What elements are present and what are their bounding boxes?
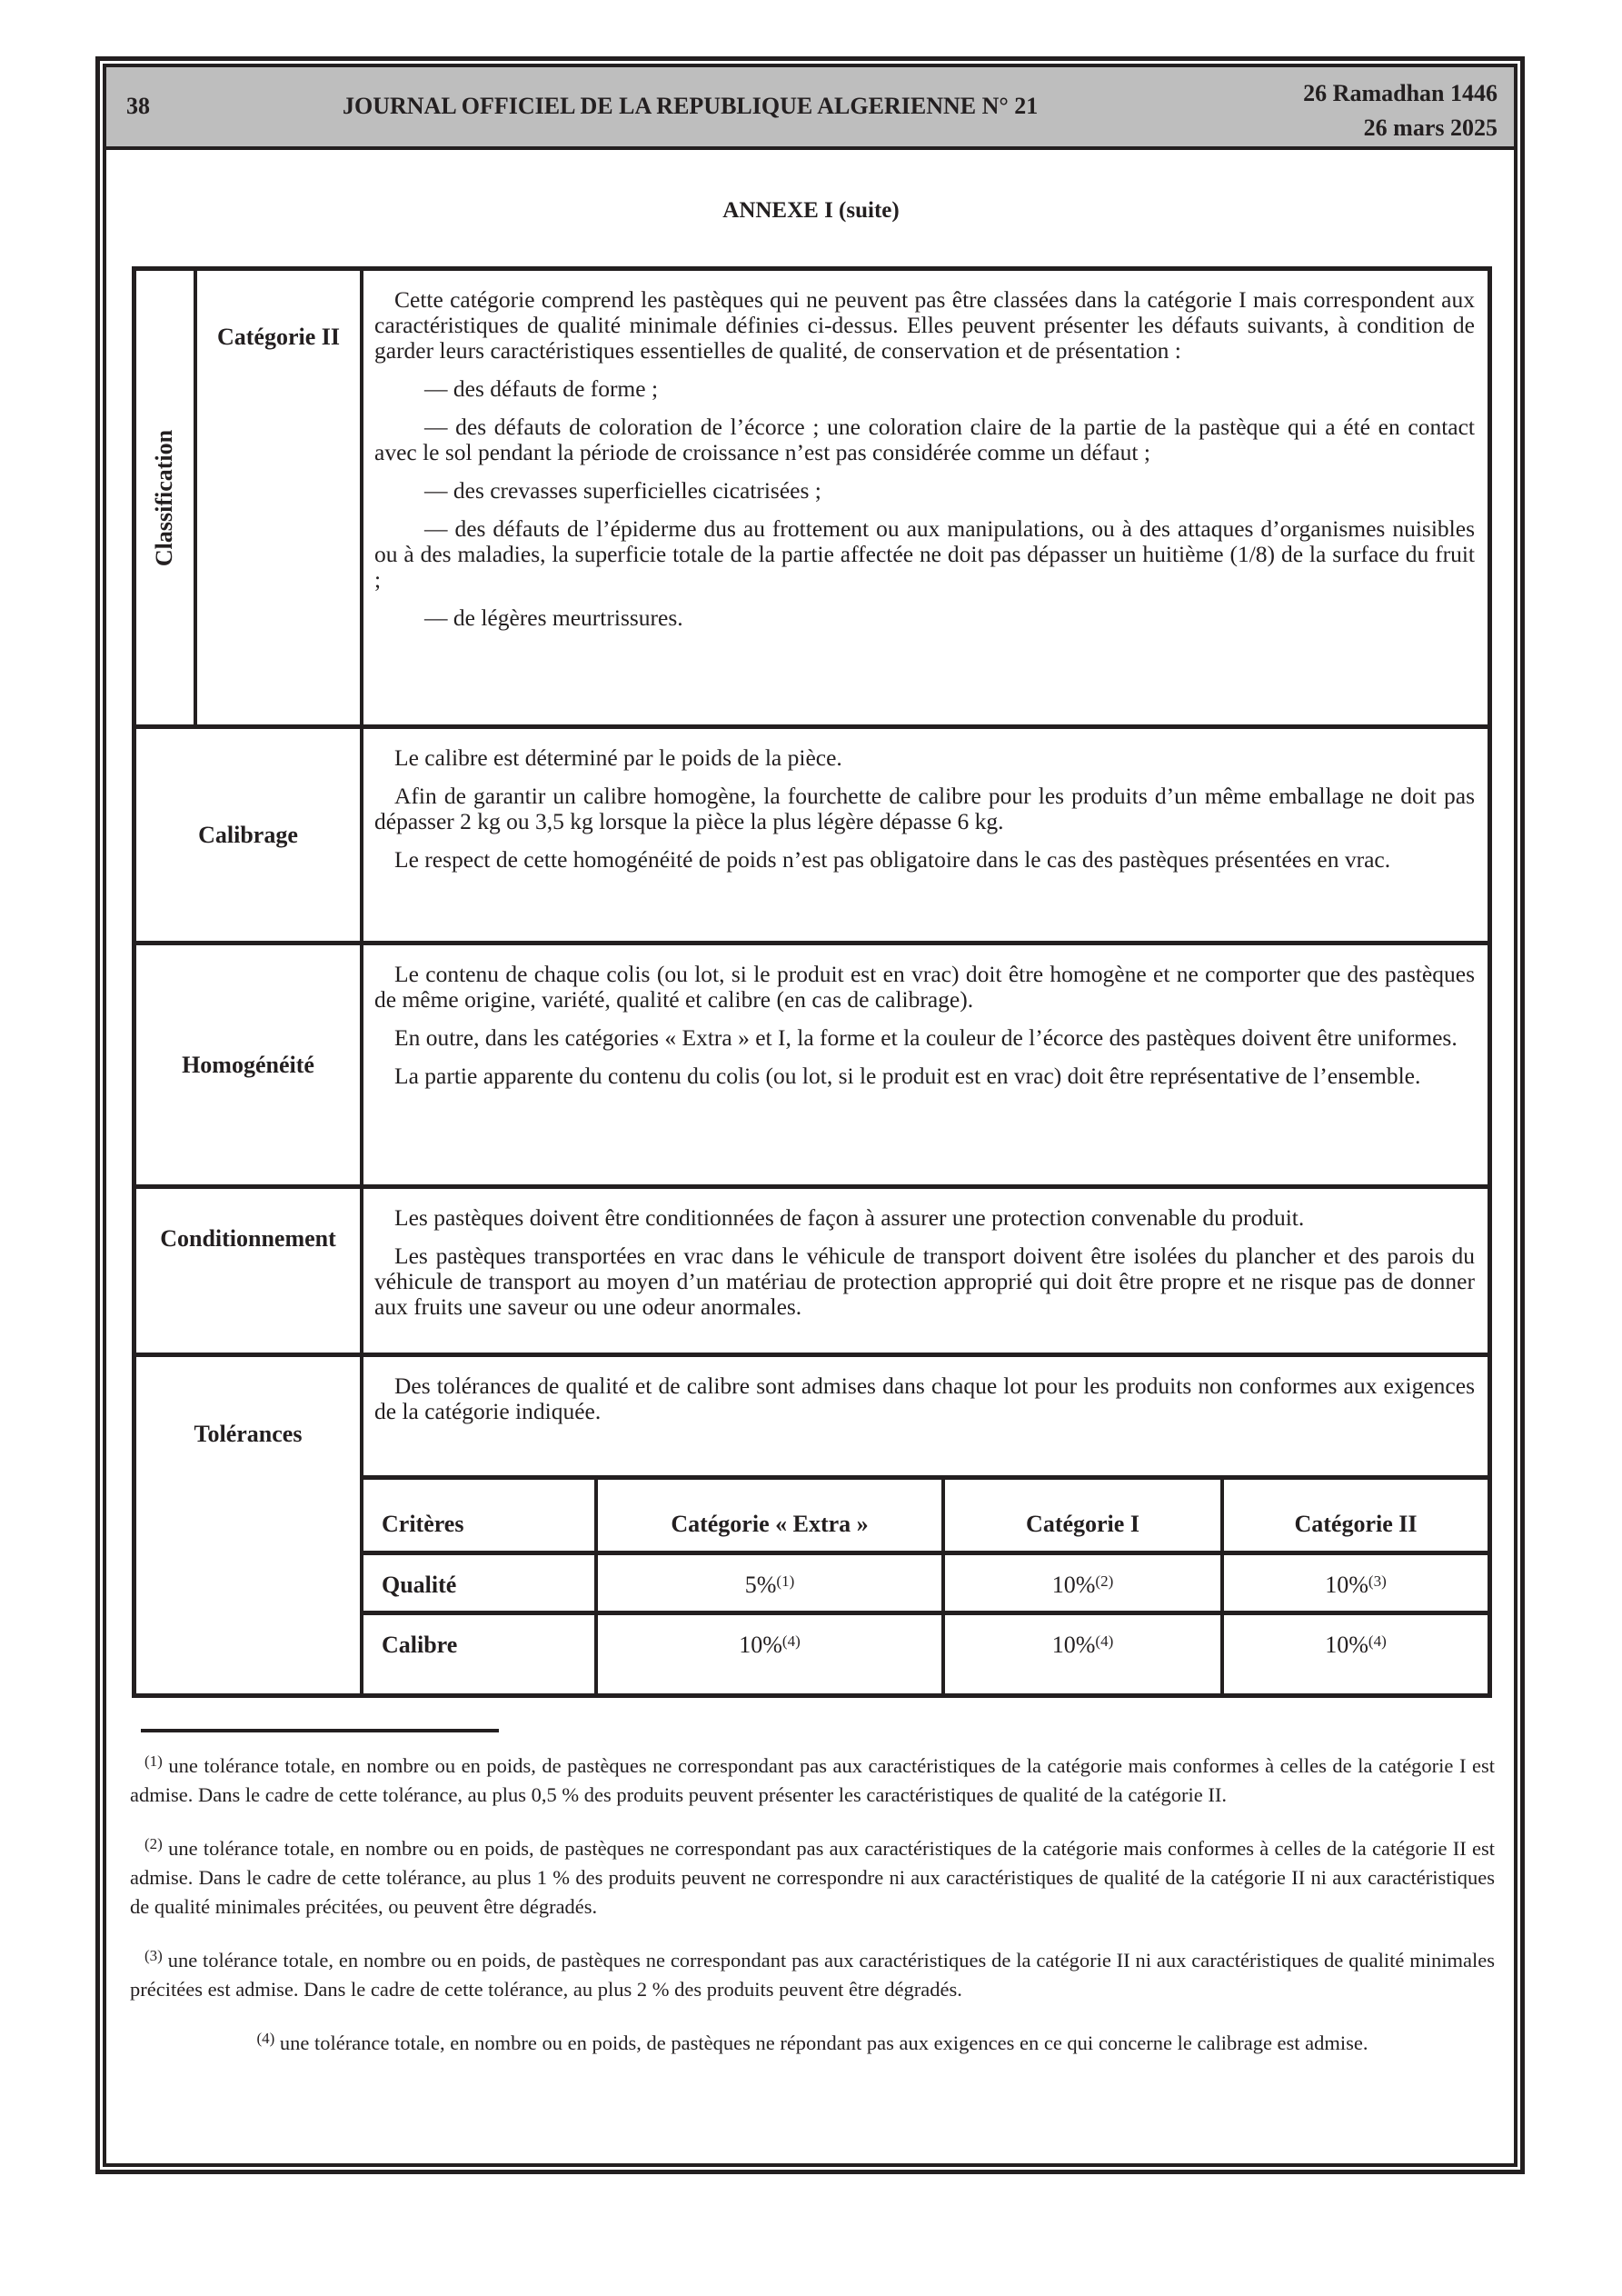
footnote-ref[interactable]: (4) (1095, 1632, 1114, 1650)
footnote-1 (130, 1747, 1495, 1810)
tolerance-row-calibre (363, 1615, 1488, 1693)
paragraph: Des tolérances de qualité et de calibre sont admises dans chaque lot pour les produits non conformes aux exigences de la catégorie indiquée. (374, 1373, 1475, 1424)
classification-label-cell (136, 271, 194, 724)
paragraph: La partie apparente du contenu du colis (ou lot, si le produit est en vrac) doit être représentative de l’ensemble. (394, 1063, 1421, 1089)
column-header: Catégorie I (941, 1480, 1220, 1551)
paragraph: Afin de garantir un calibre homogène, la fourchette de calibre pour les produits d’un même emballage ne doit pas dépasser 2 kg ou 3,5 kg lorsque la pièce la plus légère dépasse 6 kg. (374, 783, 1475, 834)
footnote-ref[interactable]: (1) (776, 1572, 795, 1590)
row-calibrage (136, 729, 1488, 945)
footnote-text: une tolérance totale, en nombre ou en poids, de pastèques ne répondant pas aux exigences en ce qui concerne le calibrage est admise. (274, 2031, 1368, 2054)
defect-item: — des défauts de l’épiderme dus au frottement ou aux manipulations, ou à des attaques d’organismes nuisibles ou à des maladies, la superficie totale de la partie affectée ne doit pas dépasser un huitième (1/8) de la surface du fruit ; (374, 515, 1475, 593)
calibrage-label: Calibrage (198, 821, 298, 848)
column-header: Catégorie II (1220, 1480, 1488, 1551)
defect-item: — des crevasses superficielles cicatrisées ; (424, 477, 821, 504)
footnote-marker: (3) (144, 1947, 163, 1964)
criterion-label: Qualité (382, 1572, 457, 1598)
date-gregorian: 26 mars 2025 (1363, 115, 1498, 141)
tolerance-value (594, 1615, 941, 1693)
specification-table (132, 266, 1492, 1698)
row-tolerances (136, 1357, 1488, 1693)
footnote-2 (130, 1830, 1495, 1922)
paragraph: Le contenu de chaque colis (ou lot, si le produit est en vrac) doit être homogène et ne comporter que des pastèques de même origine, variété, qualité et calibre (en cas de calibrage). (374, 961, 1475, 1013)
tolerance-table (363, 1475, 1488, 1693)
tolerance-header-row (363, 1480, 1488, 1555)
category-label-cell (197, 271, 360, 724)
tolerance-value (941, 1615, 1220, 1693)
tolerance-value (1220, 1555, 1488, 1611)
footnote-text: une tolérance totale, en nombre ou en poids, de pastèques ne correspondant pas aux caractéristiques de la catégorie mais conformes à celles de la catégorie II est admise. Dans le cadre de cette tolérance, au plus 1 % des produits peuvent ne correspondre ni aux caractéristiques de qualité de la catégorie II ni aux caractéristiques de qualité minimales précitées, ou peuvent être dégradés. (130, 1837, 1495, 1918)
tolerances-text (363, 1357, 1488, 1437)
footnote-marker: (2) (144, 1835, 163, 1852)
value: 10% (1051, 1632, 1096, 1658)
annex-title: ANNEXE I (suite) (722, 198, 900, 223)
paragraph: Le calibre est déterminé par le poids de la pièce. (394, 744, 842, 771)
defect-item: — des défauts de forme ; (424, 375, 659, 402)
paragraph: Cette catégorie comprend les pastèques qui ne peuvent pas être classées dans la catégorie I mais correspondent aux caractéristiques de qualité minimale définies ci-dessus. Elles peuvent présenter les défauts suivants, à condition de garder leurs caractéristiques essentielles de qualité, de conservation et de présentation : (374, 286, 1475, 364)
journal-header (106, 67, 1514, 150)
classification-label: Classification (151, 429, 178, 566)
footnote-4 (130, 2024, 1495, 2058)
value: 10% (1325, 1572, 1368, 1598)
issue-date (1303, 76, 1498, 145)
page-number: 38 (126, 93, 150, 119)
row-classification (136, 271, 1488, 729)
footnote-marker: (4) (256, 2030, 275, 2047)
homogeneite-text (363, 945, 1488, 1184)
footnote-text: une tolérance totale, en nombre ou en poids, de pastèques ne correspondant pas aux caractéristiques de la catégorie II ni aux caractéristiques de qualité minimales précitées est admise. Dans le cadre de cette tolérance, au plus 2 % des produits peuvent être dégradés. (130, 1949, 1495, 2001)
tolerance-value (1220, 1615, 1488, 1693)
conditionnement-label: Conditionnement (160, 1225, 336, 1252)
footnotes (130, 1747, 1495, 2078)
value: 10% (1051, 1572, 1096, 1598)
footnote-separator (141, 1729, 499, 1732)
defect-item: — de légères meurtrissures. (424, 604, 683, 631)
value: 5% (744, 1572, 777, 1598)
footnote-ref[interactable]: (4) (781, 1632, 801, 1650)
footnote-ref[interactable]: (2) (1095, 1572, 1114, 1590)
classification-text (363, 271, 1488, 724)
tolerance-row-qualite (363, 1555, 1488, 1615)
column-header: Critères (382, 1511, 464, 1537)
tolerance-value (594, 1555, 941, 1611)
footnote-ref[interactable]: (3) (1368, 1572, 1387, 1590)
journal-title: JOURNAL OFFICIEL DE LA REPUBLIQUE ALGERIENNE N° 21 (343, 93, 1039, 119)
paragraph: Les pastèques doivent être conditionnées de façon à assurer une protection convenable du produit. (394, 1204, 1305, 1231)
paragraph: En outre, dans les catégories « Extra » et I, la forme et la couleur de l’écorce des pastèques doivent être uniformes. (394, 1024, 1458, 1051)
date-hijri: 26 Ramadhan 1446 (1303, 80, 1498, 106)
conditionnement-text (363, 1189, 1488, 1353)
tolerances-label: Tolérances (194, 1421, 303, 1447)
paragraph: Les pastèques transportées en vrac dans le véhicule de transport doivent être isolées du plancher et des parois du véhicule de transport au moyen d’un matériau de protection approprié qui doit être propre et ne risque pas de donner aux fruits une saveur ou une odeur anormales. (374, 1243, 1475, 1320)
paragraph: Le respect de cette homogénéité de poids n’est pas obligatoire dans le cas des pastèques présentées en vrac. (394, 846, 1391, 873)
footnote-marker: (1) (144, 1752, 163, 1770)
footnote-text: une tolérance totale, en nombre ou en poids, de pastèques ne correspondant pas aux caractéristiques de la catégorie mais conformes à celles de la catégorie I est admise. Dans le cadre de cette tolérance, au plus 0,5 % des produits peuvent présenter les caractéristiques de qualité de la catégorie II. (130, 1754, 1495, 1806)
row-conditionnement (136, 1189, 1488, 1357)
criterion-label: Calibre (382, 1632, 458, 1658)
footnote-3 (130, 1942, 1495, 2004)
footnote-ref[interactable]: (4) (1368, 1632, 1387, 1650)
defect-item: — des défauts de coloration de l’écorce ; une coloration claire de la partie de la pastèque qui a été en contact avec le sol pendant la période de croissance n’est pas considérée comme un défaut ; (374, 414, 1475, 465)
calibrage-text (363, 729, 1488, 941)
row-homogeneite (136, 945, 1488, 1189)
tolerance-value (941, 1555, 1220, 1611)
homogeneite-label: Homogénéité (182, 1051, 314, 1078)
column-header: Catégorie « Extra » (594, 1480, 941, 1551)
category-ii-label: Catégorie II (216, 324, 340, 350)
value: 10% (1325, 1632, 1368, 1658)
value: 10% (739, 1632, 782, 1658)
